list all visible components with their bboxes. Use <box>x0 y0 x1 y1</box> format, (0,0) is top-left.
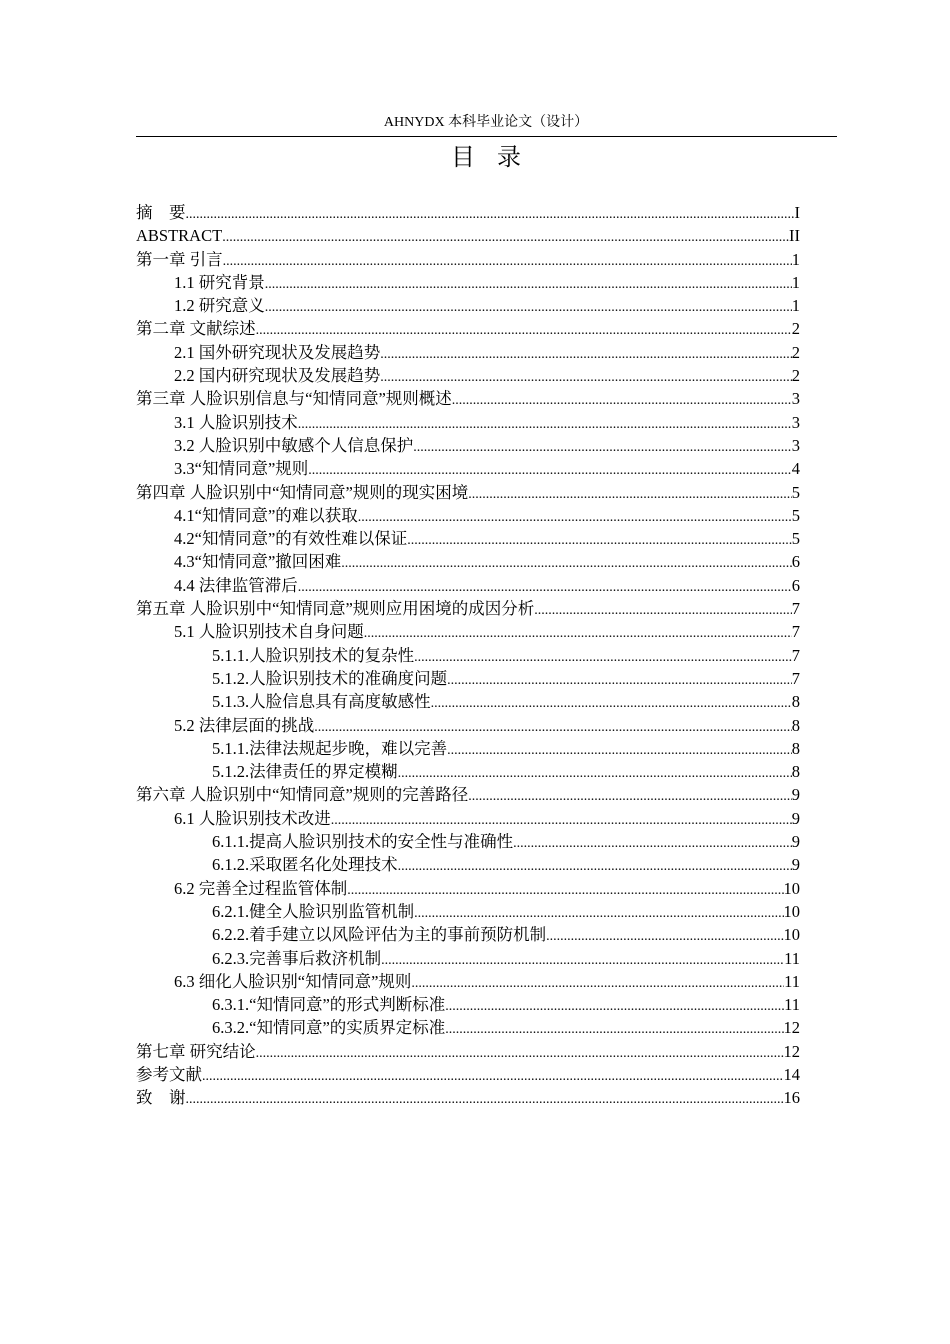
toc-dot-leader <box>380 343 792 366</box>
toc-dot-leader <box>202 1065 784 1088</box>
toc-entry-title: 5.2 法律层面的挑战 <box>174 715 315 735</box>
toc-dot-leader <box>414 902 783 925</box>
toc-entry-title: 参考文献 <box>136 1064 202 1084</box>
toc-entry[interactable] <box>136 1063 800 1086</box>
toc-title: 目录 <box>451 143 543 171</box>
toc-entry-page-number: I <box>794 203 800 222</box>
toc-entry[interactable] <box>136 853 800 876</box>
toc-dot-leader <box>331 809 792 832</box>
toc-dot-leader <box>222 226 789 249</box>
toc-entry[interactable] <box>136 457 800 480</box>
toc-entry-title: 5.1.1.法律法规起步晚，难以完善 <box>212 738 448 758</box>
toc-entry[interactable] <box>136 714 800 737</box>
toc-dot-leader <box>308 459 791 482</box>
toc-entry-page-number: 7 <box>791 668 800 688</box>
toc-dot-leader <box>265 296 792 319</box>
toc-entry-title: 3.2 人脸识别中敏感个人信息保护 <box>174 435 414 455</box>
toc-entry[interactable] <box>136 341 800 364</box>
table-of-contents <box>136 201 800 1110</box>
toc-entry-page-number: 8 <box>791 762 800 782</box>
toc-entry-page-number: 2 <box>791 366 800 386</box>
toc-entry-title: 5.1 人脸识别技术自身问题 <box>174 622 364 642</box>
toc-entry-title: 第六章 人脸识别中“知情同意”规则的完善路径 <box>136 785 469 805</box>
toc-entry-title: 4.1“知情同意”的难以获取 <box>174 505 358 525</box>
toc-entry-page-number: 14 <box>783 1064 800 1084</box>
toc-entry[interactable] <box>136 737 800 760</box>
toc-entry-title: 6.2.3.完善事后救济机制 <box>212 948 382 968</box>
toc-entry-title: 致 谢 <box>136 1088 186 1108</box>
toc-entry[interactable] <box>136 317 800 340</box>
toc-entry-title: 第二章 文献综述 <box>136 319 256 339</box>
toc-dot-leader <box>398 855 792 878</box>
toc-entry-page-number: 9 <box>791 832 800 852</box>
toc-dot-leader <box>452 389 792 412</box>
toc-entry-page-number: II <box>789 226 800 246</box>
toc-dot-leader <box>513 832 792 855</box>
toc-entry[interactable] <box>136 807 800 830</box>
toc-entry-page-number: 2 <box>791 342 800 362</box>
toc-entry-page-number: 10 <box>783 878 800 898</box>
toc-entry-page-number: 10 <box>783 901 800 921</box>
toc-dot-leader <box>411 972 784 995</box>
toc-entry-page-number: 9 <box>791 855 800 875</box>
toc-entry-page-number: 7 <box>791 645 800 665</box>
toc-entry-page-number: 1 <box>791 272 800 292</box>
toc-entry-title: 第七章 研究结论 <box>136 1041 256 1061</box>
toc-dot-leader <box>358 506 792 529</box>
toc-entry[interactable] <box>136 620 800 643</box>
toc-entry[interactable] <box>136 1040 800 1063</box>
toc-entry-title: 5.1.3.人脸信息具有高度敏感性 <box>212 692 431 712</box>
toc-entry-page-number: 2 <box>791 319 800 339</box>
toc-dot-leader <box>364 622 792 645</box>
header-rule <box>136 136 837 137</box>
toc-entry-title: 6.1.1.提高人脸识别技术的安全性与准确性 <box>212 832 514 852</box>
toc-dot-leader <box>546 925 783 948</box>
toc-entry-page-number: 8 <box>791 738 800 758</box>
toc-entry[interactable] <box>136 481 800 504</box>
toc-entry-title: 3.3“知情同意”规则 <box>174 459 309 479</box>
toc-entry-title: 5.1.2.法律责任的界定模糊 <box>212 762 398 782</box>
toc-entry[interactable] <box>136 644 800 667</box>
toc-entry[interactable] <box>136 690 800 713</box>
toc-entry-page-number: 9 <box>791 785 800 805</box>
toc-dot-leader <box>468 483 791 506</box>
toc-entry-page-number: 3 <box>791 412 800 432</box>
toc-dot-leader <box>407 529 791 552</box>
toc-entry-title: 4.2“知情同意”的有效性难以保证 <box>174 529 408 549</box>
toc-entry-title: 5.1.1.人脸识别技术的复杂性 <box>212 645 415 665</box>
toc-entry[interactable] <box>136 387 800 410</box>
toc-entry-title: 第四章 人脸识别中“知情同意”规则的现实困境 <box>136 482 469 502</box>
toc-entry-page-number: 5 <box>791 505 800 525</box>
toc-entry-title: 3.1 人脸识别技术 <box>174 412 298 432</box>
toc-dot-leader <box>534 599 791 622</box>
toc-entry-title: 2.2 国内研究现状及发展趋势 <box>174 366 381 386</box>
toc-entry[interactable] <box>136 597 800 620</box>
toc-entry-page-number: 5 <box>791 529 800 549</box>
toc-entry-page-number: 8 <box>791 692 800 712</box>
toc-entry[interactable] <box>136 1016 800 1039</box>
toc-dot-leader <box>223 250 792 273</box>
toc-entry-title: 6.3.1.“知情同意”的形式判断标准 <box>212 995 446 1015</box>
toc-entry-title: 6.1.2.采取匿名化处理技术 <box>212 855 398 875</box>
toc-dot-leader <box>447 669 792 692</box>
toc-entry-page-number: 3 <box>791 389 800 409</box>
toc-entry[interactable] <box>136 877 800 900</box>
toc-entry-title: 6.2 完善全过程监管体制 <box>174 878 348 898</box>
toc-dot-leader <box>256 319 792 342</box>
toc-entry-title: 4.4 法律监管滞后 <box>174 575 298 595</box>
toc-entry-page-number: 8 <box>791 715 800 735</box>
toc-entry-page-number: 11 <box>784 948 800 968</box>
toc-dot-leader <box>413 436 792 459</box>
toc-entry-page-number: 16 <box>783 1088 800 1108</box>
toc-dot-leader <box>381 949 784 972</box>
toc-dot-leader <box>314 716 792 739</box>
toc-dot-leader <box>341 552 791 575</box>
toc-entry-page-number: 6 <box>791 552 800 572</box>
toc-entry-page-number: 10 <box>783 925 800 945</box>
toc-entry-title: 第五章 人脸识别中“知情同意”规则应用困境的成因分析 <box>136 599 535 619</box>
toc-entry-page-number: 1 <box>791 249 800 269</box>
toc-entry-title: 1.2 研究意义 <box>174 296 265 316</box>
toc-dot-leader <box>431 692 792 715</box>
toc-dot-leader <box>347 879 783 902</box>
toc-entry-title: ABSTRACT <box>136 226 223 246</box>
toc-entry-page-number: 12 <box>783 1041 800 1061</box>
toc-entry[interactable] <box>136 923 800 946</box>
toc-dot-leader <box>256 1042 784 1065</box>
toc-entry[interactable] <box>136 574 800 597</box>
toc-entry-title: 6.3.2.“知情同意”的实质界定标准 <box>212 1018 446 1038</box>
toc-entry-title: 2.1 国外研究现状及发展趋势 <box>174 342 381 362</box>
toc-dot-leader <box>468 785 791 808</box>
toc-entry[interactable] <box>136 224 800 247</box>
toc-entry[interactable] <box>136 783 800 806</box>
toc-dot-leader <box>186 203 795 226</box>
toc-entry-page-number: 7 <box>791 599 800 619</box>
toc-entry[interactable] <box>136 1086 800 1109</box>
toc-entry-page-number: 4 <box>791 459 800 479</box>
toc-entry-title: 摘 要 <box>136 203 186 222</box>
toc-entry-title: 6.1 人脸识别技术改进 <box>174 808 331 828</box>
toc-entry[interactable] <box>136 550 800 573</box>
toc-entry-page-number: 9 <box>791 808 800 828</box>
toc-entry-title: 6.2.1.健全人脸识别监管机制 <box>212 901 415 921</box>
toc-entry-title: 4.3“知情同意”撤回困难 <box>174 552 342 572</box>
toc-entry[interactable] <box>136 434 800 457</box>
toc-entry-title: 1.1 研究背景 <box>174 272 265 292</box>
toc-entry[interactable] <box>136 504 800 527</box>
toc-entry-page-number: 11 <box>784 995 800 1015</box>
toc-entry-title: 6.2.2.着手建立以风险评估为主的事前预防机制 <box>212 925 547 945</box>
toc-dot-leader <box>186 1088 784 1111</box>
toc-dot-leader <box>445 995 784 1018</box>
toc-entry-page-number: 12 <box>783 1018 800 1038</box>
toc-entry-page-number: 11 <box>784 971 800 991</box>
toc-entry-title: 5.1.2.人脸识别技术的准确度问题 <box>212 668 448 688</box>
toc-entry[interactable] <box>136 830 800 853</box>
toc-dot-leader <box>298 413 792 436</box>
toc-dot-leader <box>414 646 792 669</box>
toc-entry-page-number: 6 <box>791 575 800 595</box>
toc-entry-title: 第一章 引言 <box>136 249 223 269</box>
toc-entry[interactable] <box>136 527 800 550</box>
toc-entry-title: 第三章 人脸识别信息与“知情同意”规则概述 <box>136 389 452 409</box>
toc-entry-page-number: 1 <box>791 296 800 316</box>
toc-dot-leader <box>398 762 792 785</box>
toc-entry[interactable] <box>136 248 800 271</box>
toc-dot-leader <box>298 576 792 599</box>
toc-entry-title: 6.3 细化人脸识别“知情同意”规则 <box>174 971 412 991</box>
toc-dot-leader <box>447 739 792 762</box>
toc-entry[interactable] <box>136 667 800 690</box>
toc-entry-page-number: 7 <box>791 622 800 642</box>
toc-entry[interactable] <box>136 294 800 317</box>
toc-dot-leader <box>265 273 792 296</box>
toc-entry-page-number: 3 <box>791 435 800 455</box>
toc-entry[interactable] <box>136 201 800 224</box>
toc-entry[interactable] <box>136 271 800 294</box>
toc-dot-leader <box>445 1018 783 1041</box>
toc-entry[interactable] <box>136 900 800 923</box>
toc-entry[interactable] <box>136 970 800 993</box>
toc-entry-page-number: 5 <box>791 482 800 502</box>
running-header: AHNYDX 本科毕业论文（设计） <box>383 115 589 130</box>
toc-entry[interactable] <box>136 993 800 1016</box>
toc-entry[interactable] <box>136 760 800 783</box>
toc-entry[interactable] <box>136 364 800 387</box>
toc-dot-leader <box>380 366 792 389</box>
toc-entry[interactable] <box>136 947 800 970</box>
toc-entry[interactable] <box>136 411 800 434</box>
